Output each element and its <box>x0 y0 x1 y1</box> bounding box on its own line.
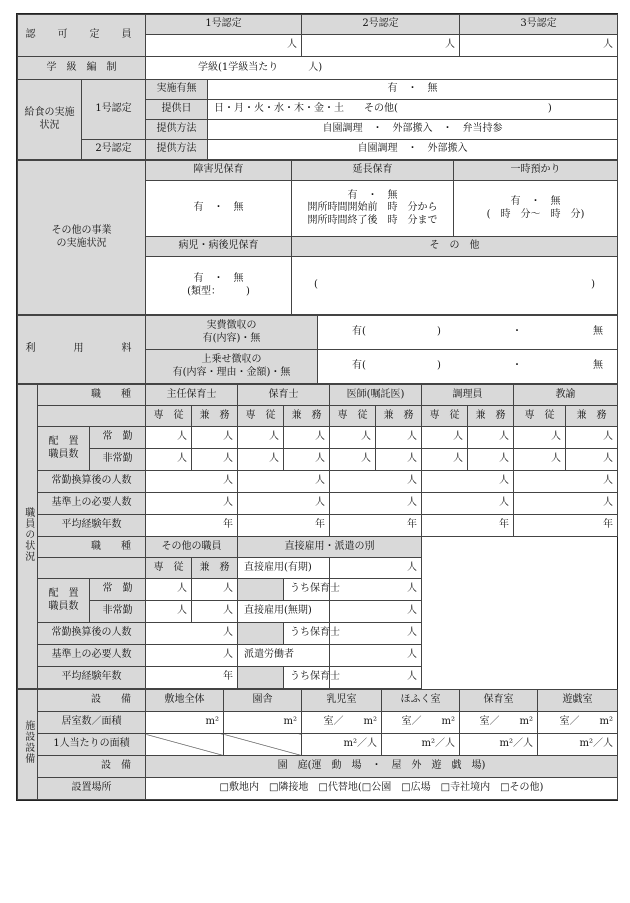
hijokin-cell[interactable]: 人 <box>566 449 618 471</box>
meal-method-value-2[interactable]: 自園調理 ・ 外部搬入 <box>208 140 618 160</box>
kanzan-label: 常勤換算後の人数 <box>38 471 146 493</box>
indent <box>238 667 284 689</box>
heikin-cell[interactable]: 年 <box>514 515 618 537</box>
ken-1: 兼 務 <box>284 406 330 427</box>
auth-col-1: 1号認定 <box>146 15 302 35</box>
heikin-cell-2[interactable]: 年 <box>146 667 238 689</box>
other-v-ext[interactable] <box>292 181 454 237</box>
fee-r1-none: 無 <box>593 326 603 338</box>
d5: 派遣労働者 <box>238 645 330 667</box>
other-label-2: の実施状況 <box>56 237 107 249</box>
meal-label: 給食の実施状況 <box>18 80 82 160</box>
sen-4: 専 従 <box>514 406 566 427</box>
facility-col-1: 園舎 <box>224 690 302 712</box>
shokuin-text-2: 職員数 <box>48 600 79 612</box>
other-v-etc-open: ( <box>314 279 318 291</box>
meal-method-label-2: 提供方法 <box>146 140 208 160</box>
room-infant[interactable]: 室／ m² <box>302 712 382 734</box>
room-crawl[interactable]: 室／ m² <box>382 712 460 734</box>
auth-val-3[interactable]: 人 <box>460 35 618 57</box>
section-other <box>17 160 618 315</box>
other-h-ext: 延長保育 <box>292 161 454 181</box>
per-site-slash <box>146 734 224 756</box>
d1: 直接雇用(有期) <box>238 558 330 579</box>
fee-r2 <box>146 350 318 384</box>
sen-2: 専 従 <box>330 406 376 427</box>
room-play[interactable]: 室／ m² <box>538 712 618 734</box>
hijokin-cell[interactable]: 人 <box>514 449 566 471</box>
jokin-label-2: 常 勤 <box>90 579 146 601</box>
fee-r2-open: 有( <box>352 360 366 372</box>
fee-r1-a: 実費徴収の <box>206 320 257 331</box>
staff-empty-area <box>422 537 618 689</box>
yard-label: 園 庭(運 動 場 ・ 屋 外 遊 戯 場) <box>146 756 618 778</box>
haichi-text-2: 配 置 <box>48 588 79 599</box>
ken-3: 兼 務 <box>468 406 514 427</box>
hijokin-cell[interactable]: 人 <box>284 449 330 471</box>
d1-val[interactable]: 人 <box>330 558 422 579</box>
jokin-cell[interactable]: 人 <box>284 427 330 449</box>
other-v-sick[interactable] <box>146 257 292 315</box>
jokin-cell[interactable]: 人 <box>238 427 284 449</box>
hijokin-cell-2[interactable]: 人 <box>146 601 192 623</box>
jokin-label: 常 勤 <box>90 427 146 449</box>
class-label: 学 級 編 制 <box>18 57 146 80</box>
fee-r2-none: 無 <box>593 360 603 372</box>
other-v-sick-1: 有 ・ 無 <box>193 273 244 284</box>
indent <box>238 579 284 601</box>
hijokin-label: 非常勤 <box>90 449 146 471</box>
d2: うち保育士 <box>284 579 330 601</box>
facility-label-text: 施設設備 <box>22 720 34 765</box>
section-facility <box>17 689 618 800</box>
haichi-text: 配 置 <box>48 436 79 447</box>
equip2-label: 設 備 <box>38 756 146 778</box>
jokin-cell[interactable]: 人 <box>514 427 566 449</box>
section-auth-meal <box>17 14 618 160</box>
kijun-cell[interactable]: 人 <box>330 493 422 515</box>
auth-col-2: 2号認定 <box>302 15 460 35</box>
fee-r1-b: 有(内容)・無 <box>202 332 261 344</box>
place-value[interactable]: □敷地内 □隣接地 □代替地(□公園 □広場 □寺社境内 □その他) <box>146 778 618 800</box>
d6: うち保育士 <box>284 667 330 689</box>
other-label-1: その他の事業 <box>51 225 112 236</box>
other-v-etc-close: ) <box>591 279 595 291</box>
heikin-cell[interactable]: 年 <box>330 515 422 537</box>
meal-day-value[interactable]: 日・月・火・水・木・金・土 その他( ) <box>208 100 618 120</box>
per-infant[interactable]: m²／人 <box>302 734 382 756</box>
sen-0: 専 従 <box>146 406 192 427</box>
d4-val[interactable]: 人 <box>330 623 422 645</box>
meal-sub-2: 2号認定 <box>82 140 146 160</box>
heikin-cell[interactable]: 年 <box>146 515 238 537</box>
heikin-label-2: 平均経験年数 <box>38 667 146 689</box>
meal-method-label-1: 提供方法 <box>146 120 208 140</box>
jokin-cell[interactable]: 人 <box>566 427 618 449</box>
other-v-ext-3: 開所時間終了後 時 分まで <box>307 214 438 226</box>
other-label <box>18 161 146 315</box>
staff-job-4: 教諭 <box>514 385 618 406</box>
heikin-label: 平均経験年数 <box>38 515 146 537</box>
other-v-etc[interactable] <box>292 257 618 315</box>
ken-4: 兼 務 <box>566 406 618 427</box>
d3: 直接雇用(無期) <box>238 601 330 623</box>
staff-label <box>18 385 38 689</box>
ken-2: 兼 務 <box>376 406 422 427</box>
staff-kind: 職 種 <box>38 385 146 406</box>
other-v-temp[interactable] <box>454 181 618 237</box>
kijun-cell[interactable]: 人 <box>422 493 514 515</box>
facility-col-3: ほふく室 <box>382 690 460 712</box>
fee-r2-a: 上乗せ徴収の <box>201 354 262 365</box>
per-building-slash <box>224 734 302 756</box>
fee-r1 <box>146 316 318 350</box>
room-label: 居室数／面積 <box>38 712 146 734</box>
fee-r1-open: 有( <box>352 326 366 338</box>
meal-impl-value[interactable]: 有 ・ 無 <box>208 80 618 100</box>
facility-col-0: 敷地全体 <box>146 690 224 712</box>
auth-val-2[interactable]: 人 <box>302 35 460 57</box>
kanzan-cell[interactable]: 人 <box>514 471 618 493</box>
kijun-cell-2[interactable]: 人 <box>146 645 238 667</box>
fee-r2-close: ) <box>436 360 441 372</box>
kijun-cell[interactable]: 人 <box>238 493 330 515</box>
other-h-disab: 障害児保育 <box>146 161 292 181</box>
ken-5: 兼 務 <box>192 558 238 579</box>
meal-impl-label: 実施有無 <box>146 80 208 100</box>
staff-job-0: 主任保育士 <box>146 385 238 406</box>
direct-head: 直接雇用・派遣の別 <box>238 537 422 558</box>
other-v-ext-1: 有 ・ 無 <box>347 189 398 201</box>
hijokin-cell[interactable]: 人 <box>422 449 468 471</box>
fee-r2-b: 有(内容・理由・金額)・無 <box>172 366 291 378</box>
hijokin-cell[interactable]: 人 <box>330 449 376 471</box>
heikin-cell[interactable]: 年 <box>422 515 514 537</box>
auth-val-1[interactable]: 人 <box>146 35 302 57</box>
room-building[interactable]: m² <box>224 712 302 734</box>
fee-r1-sep: ・ <box>511 326 522 338</box>
other-h-sick: 病児・病後児保育 <box>146 237 292 257</box>
staff-kind-2-blank <box>38 558 146 579</box>
other-v-disab[interactable]: 有 ・ 無 <box>146 181 292 237</box>
per-crawl[interactable]: m²／人 <box>382 734 460 756</box>
staff-kind-2: 職 種 <box>38 537 146 558</box>
hijokin-cell[interactable]: 人 <box>146 449 192 471</box>
hijokin-label-2: 非常勤 <box>90 601 146 623</box>
shokuin-text: 職員数 <box>48 448 79 460</box>
job-other: その他の職員 <box>146 537 238 558</box>
fee-label: 利 用 料 <box>18 316 146 384</box>
indent <box>238 623 284 645</box>
kanzan-cell[interactable]: 人 <box>422 471 514 493</box>
room-nursery[interactable]: 室／ m² <box>460 712 538 734</box>
meal-sub-1: 1号認定 <box>82 80 146 140</box>
hijokin-cell-2[interactable]: 人 <box>192 601 238 623</box>
fee-r1-value[interactable] <box>318 316 618 350</box>
hijokin-cell[interactable]: 人 <box>238 449 284 471</box>
kanzan-cell[interactable]: 人 <box>330 471 422 493</box>
d6-val[interactable]: 人 <box>330 667 422 689</box>
jokin-cell[interactable]: 人 <box>192 427 238 449</box>
facility-label <box>18 690 38 800</box>
d4: うち保育士 <box>284 623 330 645</box>
fee-r2-sep: ・ <box>511 360 522 372</box>
jokin-cell[interactable]: 人 <box>330 427 376 449</box>
form-frame <box>16 13 618 801</box>
per-play[interactable]: m²／人 <box>538 734 618 756</box>
staff-kind-blank <box>38 406 146 427</box>
kanzan-cell[interactable]: 人 <box>146 471 238 493</box>
other-v-sick-2: (類型： ) <box>187 285 250 297</box>
fee-r2-value[interactable] <box>318 350 618 384</box>
jokin-cell-2[interactable]: 人 <box>146 579 192 601</box>
kijun-label: 基準上の必要人数 <box>38 493 146 515</box>
haichi-label <box>38 427 90 471</box>
kanzan-label-2: 常勤換算後の人数 <box>38 623 146 645</box>
hijokin-cell[interactable]: 人 <box>468 449 514 471</box>
facility-col-4: 保育室 <box>460 690 538 712</box>
auth-col-3: 3号認定 <box>460 15 618 35</box>
hijokin-cell[interactable]: 人 <box>192 449 238 471</box>
other-v-temp-2: ( 時 分～ 時 分) <box>486 208 585 220</box>
auth-capacity-label: 認 可 定 員 <box>18 15 146 57</box>
sen-1: 専 従 <box>238 406 284 427</box>
kijun-label-2: 基準上の必要人数 <box>38 645 146 667</box>
d2-val[interactable]: 人 <box>330 579 422 601</box>
staff-job-1: 保育士 <box>238 385 330 406</box>
staff-job-2: 医師(嘱託医) <box>330 385 422 406</box>
sen-3: 専 従 <box>422 406 468 427</box>
staff-job-3: 調理員 <box>422 385 514 406</box>
facility-equip: 設 備 <box>38 690 146 712</box>
kanzan-cell[interactable]: 人 <box>238 471 330 493</box>
hijokin-cell[interactable]: 人 <box>376 449 422 471</box>
section-staff <box>17 384 618 689</box>
other-v-ext-2: 開所時間開始前 時 分から <box>307 202 438 214</box>
jokin-cell[interactable]: 人 <box>376 427 422 449</box>
facility-col-2: 乳児室 <box>302 690 382 712</box>
jokin-cell[interactable]: 人 <box>422 427 468 449</box>
kanzan-cell-2[interactable]: 人 <box>146 623 238 645</box>
haichi-label-2 <box>38 579 90 623</box>
meal-day-label: 提供日 <box>146 100 208 120</box>
place-label: 設置場所 <box>38 778 146 800</box>
per-nursery[interactable]: m²／人 <box>460 734 538 756</box>
jokin-cell[interactable]: 人 <box>468 427 514 449</box>
ken-0: 兼 務 <box>192 406 238 427</box>
kijun-cell[interactable]: 人 <box>146 493 238 515</box>
per-label: 1人当たりの面積 <box>38 734 146 756</box>
facility-col-5: 遊戯室 <box>538 690 618 712</box>
heikin-cell[interactable]: 年 <box>238 515 330 537</box>
fee-r1-close: ) <box>436 326 441 338</box>
other-v-temp-1: 有 ・ 無 <box>510 196 561 207</box>
d3-val[interactable]: 人 <box>330 601 422 623</box>
room-site[interactable]: m² <box>146 712 224 734</box>
section-fee <box>17 315 618 384</box>
jokin-cell-2[interactable]: 人 <box>192 579 238 601</box>
jokin-cell[interactable]: 人 <box>146 427 192 449</box>
other-h-etc: そ の 他 <box>292 237 618 257</box>
class-value[interactable]: 学級(1学級当たり 人) <box>146 57 618 80</box>
staff-label-text: 職員の状況 <box>22 506 34 562</box>
d5-val[interactable]: 人 <box>330 645 422 667</box>
other-h-temp: 一時預かり <box>454 161 618 181</box>
sen-5: 専 従 <box>146 558 192 579</box>
kijun-cell[interactable]: 人 <box>514 493 618 515</box>
meal-method-value-1[interactable]: 自園調理 ・ 外部搬入 ・ 弁当持参 <box>208 120 618 140</box>
